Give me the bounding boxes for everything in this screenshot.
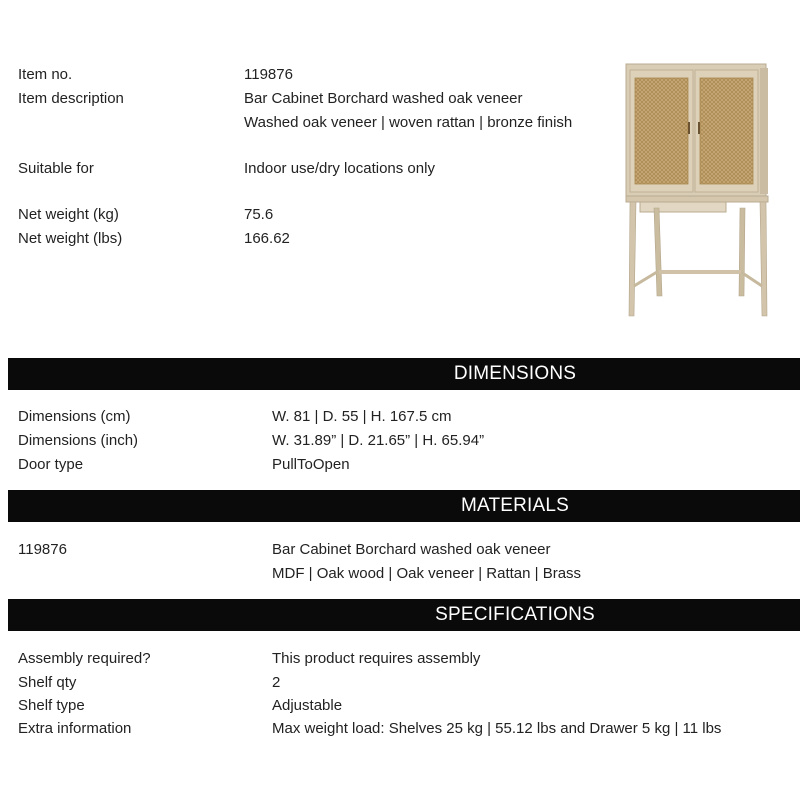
dimensions-header — [8, 358, 800, 390]
net-weight-lbs-label: Net weight (lbs) — [18, 230, 123, 247]
dimensions-inch-label: Dimensions (inch) — [18, 432, 139, 449]
item-no-label: Item no. — [18, 66, 73, 83]
shelf-qty-value: 2 — [272, 674, 281, 691]
bar-cabinet-illustration — [610, 58, 782, 324]
dimensions-heading: DIMENSIONS — [453, 363, 577, 384]
shelf-qty-label: Shelf qty — [18, 674, 77, 691]
materials-line1: Bar Cabinet Borchard washed oak veneer — [272, 541, 551, 558]
door-type-value: PullToOpen — [272, 456, 350, 473]
net-weight-lbs-value: 166.62 — [244, 230, 290, 247]
materials-line2: MDF | Oak wood | Oak veneer | Rattan | Brass — [272, 565, 582, 582]
item-no-value: 119876 — [244, 66, 293, 83]
suitable-for-value: Indoor use/dry locations only — [244, 160, 435, 177]
item-description-line2: Washed oak veneer | woven rattan | bronze finish — [244, 114, 573, 131]
net-weight-kg-value: 75.6 — [244, 206, 274, 223]
dimensions-cm-value: W. 81 | D. 55 | H. 167.5 cm — [272, 408, 452, 425]
materials-header — [8, 490, 800, 522]
assembly-required-value: This product requires assembly — [272, 650, 481, 667]
specifications-heading: SPECIFICATIONS — [435, 604, 595, 625]
extra-information-label: Extra information — [18, 720, 132, 737]
shelf-type-value: Adjustable — [272, 697, 343, 714]
assembly-required-label: Assembly required? — [18, 650, 151, 667]
specifications-header — [8, 599, 800, 631]
bar-cabinet-product-image — [610, 58, 782, 324]
dimensions-cm-label: Dimensions (cm) — [18, 408, 131, 425]
item-description-label: Item description — [18, 90, 124, 107]
net-weight-kg-label: Net weight (kg) — [18, 206, 119, 223]
suitable-for-label: Suitable for — [18, 160, 94, 177]
materials-heading: MATERIALS — [460, 495, 570, 516]
dimensions-inch-value: W. 31.89” | D. 21.65” | H. 65.94” — [272, 432, 485, 449]
door-type-label: Door type — [18, 456, 84, 473]
shelf-type-label: Shelf type — [18, 697, 85, 714]
extra-information-value: Max weight load: Shelves 25 kg | 55.12 lbs and Drawer 5 kg | 11 lbs — [272, 720, 722, 737]
item-description-line1: Bar Cabinet Borchard washed oak veneer — [244, 90, 523, 107]
materials-code: 119876 — [18, 541, 67, 558]
